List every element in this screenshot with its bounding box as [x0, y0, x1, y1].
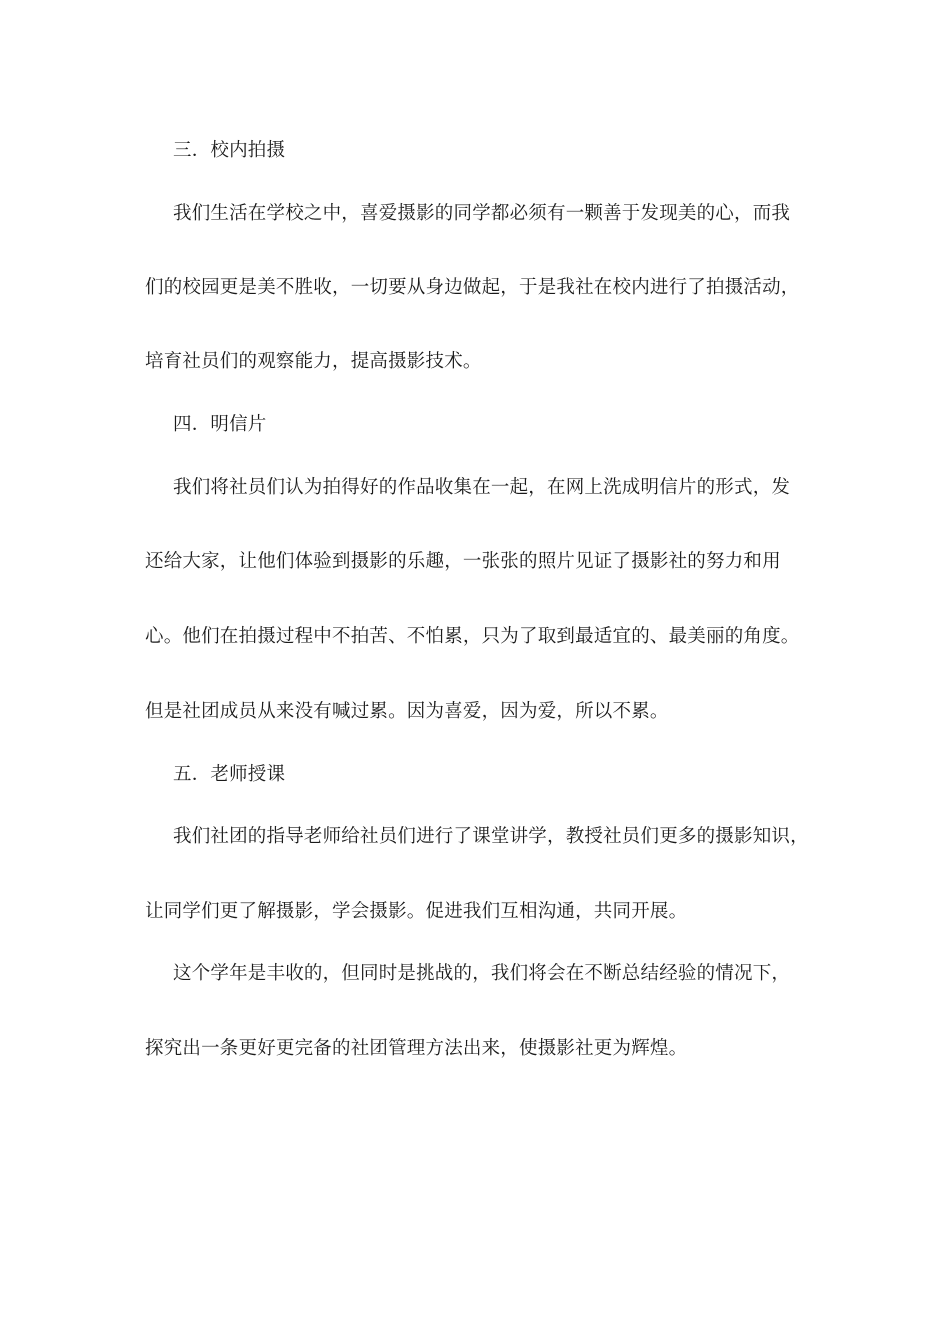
paragraph-line: 心。他们在拍摄过程中不拍苦、不怕累，只为了取到最适宜的、最美丽的角度。 — [145, 626, 800, 647]
paragraph-line: 我们社团的指导老师给社员们进行了课堂讲学，教授社员们更多的摄影知识， — [173, 826, 809, 847]
paragraph-line: 这个学年是丰收的，但同时是挑战的，我们将会在不断总结经验的情况下， — [173, 963, 791, 984]
paragraph-line: 但是社团成员从来没有喊过累。因为喜爱，因为爱，所以不累。 — [145, 701, 669, 722]
paragraph-line: 我们将社员们认为拍得好的作品收集在一起，在网上洗成明信片的形式，发 — [173, 477, 791, 498]
paragraph-line: 我们生活在学校之中，喜爱摄影的同学都必须有一颗善于发现美的心，而我 — [173, 203, 791, 224]
paragraph-line: 培育社员们的观察能力，提高摄影技术。 — [145, 351, 482, 372]
section-heading: 三．校内拍摄 — [173, 140, 286, 161]
section-heading: 五．老师授课 — [173, 764, 286, 785]
paragraph-line: 让同学们更了解摄影，学会摄影。促进我们互相沟通，共同开展。 — [145, 901, 688, 922]
section-heading: 四．明信片 — [173, 414, 267, 435]
paragraph-line: 还给大家，让他们体验到摄影的乐趣，一张张的照片见证了摄影社的努力和用 — [145, 551, 781, 572]
paragraph-line: 探究出一条更好更完备的社团管理方法出来，使摄影社更为辉煌。 — [145, 1038, 688, 1059]
paragraph-line: 们的校园更是美不胜收，一切要从身边做起，于是我社在校内进行了拍摄活动， — [145, 277, 800, 298]
